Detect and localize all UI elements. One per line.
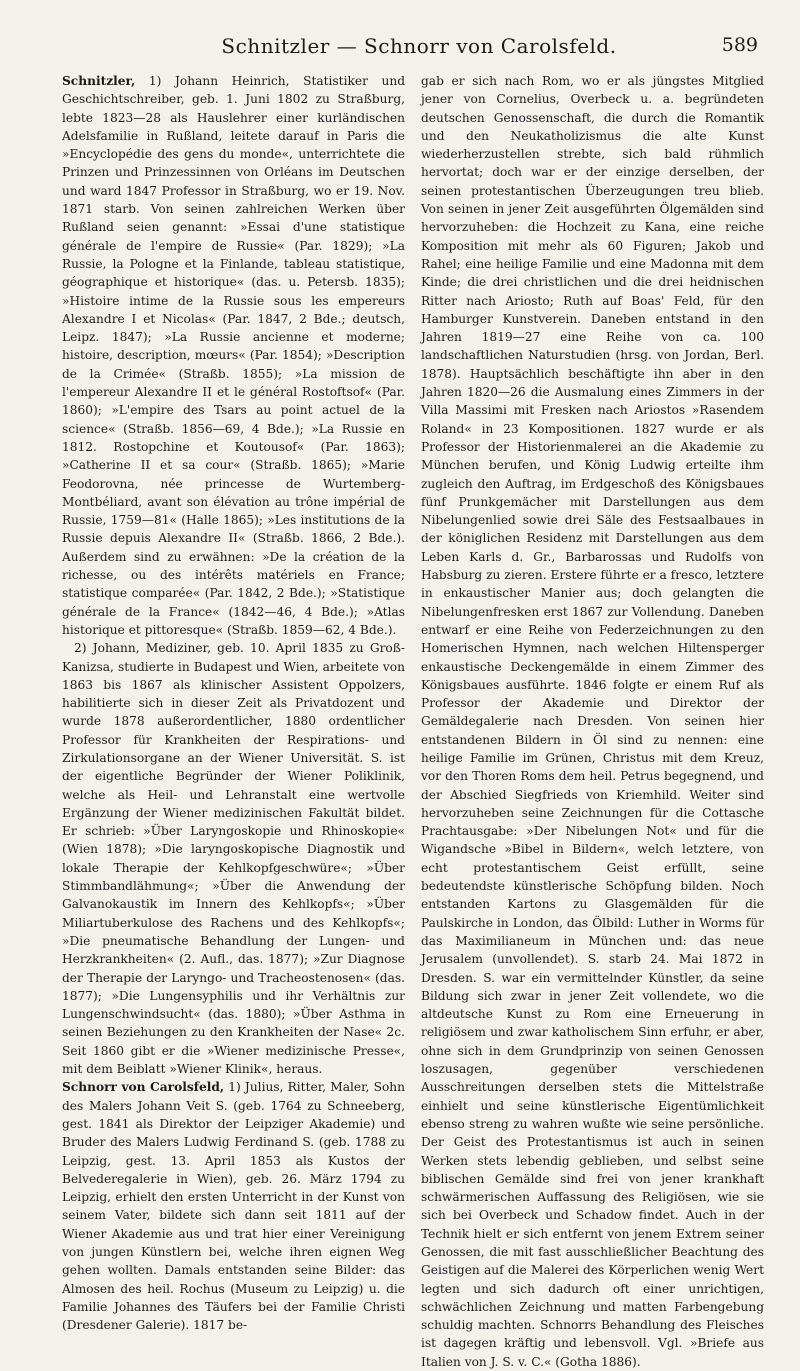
entry-text: 1) Julius, Ritter, Maler, Sohn des Malers Johann Veit S. (geb. 1764 zu Schneeberg, gest. 1841 als Direktor der Leipziger Akademie) und Bruder des Malers Ludwig Ferdinand S. (geb. 1788 zu Leipzig, gest. 13. April 1853 als Kustos der Belvederegalerie in Wien), geb. 26. März 1794 zu Leipzig, erhielt den ersten Unterricht in der Kunst von seinem Vater, bildete sich dann seit 1811 auf der Wiener Akademie aus und trat hier einer Vereinigung von jungen Künstlern bei, welche ihren eignen Weg gehen wollten. Damals entstanden seine Bilder: das Almosen des heil. Rochus (Museum zu Leipzig) u. die Familie Johannes des Täufers bei der Familie Christi (Dresdener Galerie). 1817 be- <box>62 1080 405 1333</box>
right-column <box>421 72 764 1371</box>
running-head: Schnitzler — Schnorr von Carolsfeld. <box>221 34 617 58</box>
entry-continuation: gab er sich nach Rom, wo er als jüngstes Mitglied jener von Cornelius, Overbeck u. a. begründeten deutschen Genossenschaft, die durch die Romantik und den Neukatholizismus die alte Kunst wiederherzustellen strebte, sich bald rühmlich hervortat; doch war er der einzige derselben, der seinen protestantischen Überzeugungen treu blieb. Von seinen in jener Zeit ausgeführten Ölgemälden sind hervorzuheben: die Hochzeit zu Kana, eine reiche Komposition mit mehr als 60 Figuren; Jakob und Rahel; eine heilige Familie und eine Madonna mit dem Kinde; die drei christlichen und die drei heidnischen Ritter nach Ariosto; Ruth auf Boas' Feld, für den Hamburger Kunstverein. Daneben entstand in den Jahren 1819—27 eine Reihe von ca. 100 landschaftlichen Naturstudien (hrsg. von Jordan, Berl. 1878). Hauptsächlich beschäftigte ihn aber in den Jahren 1820—26 die Ausmalung eines Zimmers in der Villa Massimi mit Fresken nach Ariostos »Rasendem Roland« in 23 Kompositionen. 1827 wurde er als Professor der Historienmalerei an die Akademie zu München berufen, und König Ludwig erteilte ihm zugleich den Auftrag, im Erdgeschoß des Königsbaues fünf Prunkgemächer mit Darstellungen aus dem Nibelungenlied sowie drei Säle des Festsaalbaues in der königlichen Residenz mit Darstellungen aus dem Leben Karls d. Gr., Barbarossas und Rudolfs von Habsburg zu zieren. Erstere führte er a fresco, letztere in enkaustischer Manier aus; doch gelangten die Nibelungenfresken erst 1867 zur Vollendung. Daneben entwarf er eine Reihe von Federzeichnungen zu den Homerischen Hymnen, nach welchen Hiltensperger enkaustische Deckengemälde in einem Zimmer des Königsbaues ausführte. 1846 folgte er einem Ruf als Professor der Akademie und Direktor der Gemäldegalerie nach Dresden. Von seinen hier entstandenen Bildern in Öl sind zu nennen: eine heilige Familie im Grünen, Christus mit dem Kreuz, vor den Thoren Roms dem heil. Petrus begegnend, und der Abschied Siegfrieds von Kriemhild. Weiter sind hervorzuheben seine Zeichnungen für die Cottasche Prachtausgabe: »Der Nibelungen Not« und für die Wigandsche »Bibel in Bildern«, welch letztere, von echt protestantischem Geist erfüllt, seine bedeutendste künstlerische Schöpfung bilden. Noch entstanden Kartons zu Glasgemälden für die Paulskirche in London, das Ölbild: Luther in Worms für das Maximilianeum in München und: das neue Jerusalem (unvollendet). S. starb 24. Mai 1872 in Dresden. S. war ein vermittelnder Künstler, da seine Bildung sich zwar in jener Zeit vollendete, wo die altdeutsche Kunst zu Rom eine Erneuerung in religiösem und zwar katholischem Sinn erfuhr, er aber, ohne sich in dem Grundprinzip von seinen Genossen loszusagen, gegenüber verschiedenen Ausschreitungen derselben stets die Mittelstraße einhielt und seine künstlerische Eigentümlichkeit ebenso streng zu wahren wußte wie seine persönliche. Der Geist des Protestantismus ist auch in seinen Werken stets lebendig geblieben, und selbst seine biblischen Gemälde sind frei von jener krankhaft schwärmerischen Auffassung des Religiösen, wie sie sich bei Overbeck und Schadow findet. Auch in der Technik hielt er sich entfernt von jenem Extrem seiner Genossen, die mit fast ausschließlicher Beachtung des Geistigen auf die Malerei des Körperlichen wenig Wert legten und sich dadurch oft einer unrichtigen, schwächlichen Zeichnung und matten Farbengebung schuldig machten. Schnorrs Behandlung des Fleisches ist dagegen kräftig und lebensvoll. Vgl. »Briefe aus Italien von J. S. v. C.« (Gotha 1886). <box>421 74 764 1369</box>
entry-subsection: 2) Johann, Mediziner, geb. 10. April 1835 zu Groß-Kanizsa, studierte in Budapest und Wien, arbeitete von 1863 bis 1867 als klinischer Assistent Oppolzers, habilitierte sich in dieser Zeit als Privatdozent und wurde 1878 außerordentlicher, 1880 ordentlicher Professor für Krankheiten der Respirations- und Zirkulationsorgane an der Wiener Universität. S. ist der eigentliche Begründer der Wiener Poliklinik, welche als Heil- und Lehranstalt eine wertvolle Ergänzung der Wiener medizinischen Fakultät bildet. Er schrieb: »Über Laryngoskopie und Rhinoskopie« (Wien 1878); »Die laryngoskopische Diagnostik und lokale Therapie der Kehlkopfgeschwüre«; »Über Stimmbandlähmung«; »Über die Anwendung der Galvanokaustik im Innern des Kehlkopfs«; »Über Miliartuberkulose des Rachens und des Kehlkopfs«; »Die pneumatische Behandlung der Lungen- und Herzkrankheiten« (2. Aufl., das. 1877); »Zur Diagnose der Therapie der Laryngo- und Tracheostenosen« (das. 1877); »Die Lungensyphilis und ihr Verhältnis zur Lungenschwindsucht« (das. 1880); »Über Asthma in seinen Beziehungen zu den Krankheiten der Nase« 2c. Seit 1860 gibt er die »Wiener medizinische Presse«, mit dem Beiblatt »Wiener Klinik«, heraus. <box>62 641 405 1077</box>
page-number: 589 <box>721 34 758 56</box>
headword-schnorr: Schnorr von Carolsfeld, <box>62 1080 225 1095</box>
left-column <box>62 72 405 1334</box>
entry-schnitzler <box>62 72 405 639</box>
headword-schnitzler: Schnitzler, <box>62 74 136 88</box>
entry-text: 1) Johann Heinrich, Statistiker und Geschichtschreiber, geb. 1. Juni 1802 zu Straßburg, lebte 1823—28 als Hauslehrer einer kurländischen Adelsfamilie in Rußland, leitete darauf in Paris die »Encyclopédie des gens du monde«, unterrichtete die Prinzen und Prinzessinnen von Orléans im Deutschen und ward 1847 Professor in Straßburg, wo er 19. Nov. 1871 starb. Von seinen zahlreichen Werken über Rußland seien genannt: »Essai d'une statistique générale de l'empire de Russie« (Par. 1829); »La Russie, la Pologne et la Finlande, tableau statistique, géographique et historique« (das. u. Petersb. 1835); »Histoire intime de la Russie sous les empereurs Alexandre I et Nicolas« (Par. 1847, 2 Bde.; deutsch, Leipz. 1847); »La Russie ancienne et moderne; histoire, description, mœurs« (Par. 1854); »Description de la Crimée« (Straßb. 1855); »La mission de l'empereur Alexandre II et le général Rostoftsof« (Par. 1860); »L'empire des Tsars au point actuel de la science« (Straßb. 1856—69, 4 Bde.); »La Russie en 1812. Rostopchine et Koutousof« (Par. 1863); »Catherine II et sa cour« (Straßb. 1865); »Marie Feodorovna, née princesse de Wurtemberg-Montbéliard, avant son élévation au trône impérial de Russie, 1759—81« (Halle 1865); »Les institutions de la Russie depuis Alexandre II« (Straßb. 1866, 2 Bde.). Außerdem sind zu erwähnen: »De la création de la richesse, ou des intérêts matériels en France; statistique comparée« (Par. 1842, 2 Bde.); »Statistique générale de la France« (1842—46, 4 Bde.); »Atlas historique et pittoresque« (Straßb. 1859—62, 4 Bde.). <box>62 74 405 637</box>
page-header <box>62 34 776 62</box>
entry-schnorr-von-carolsfeld <box>62 1078 405 1334</box>
